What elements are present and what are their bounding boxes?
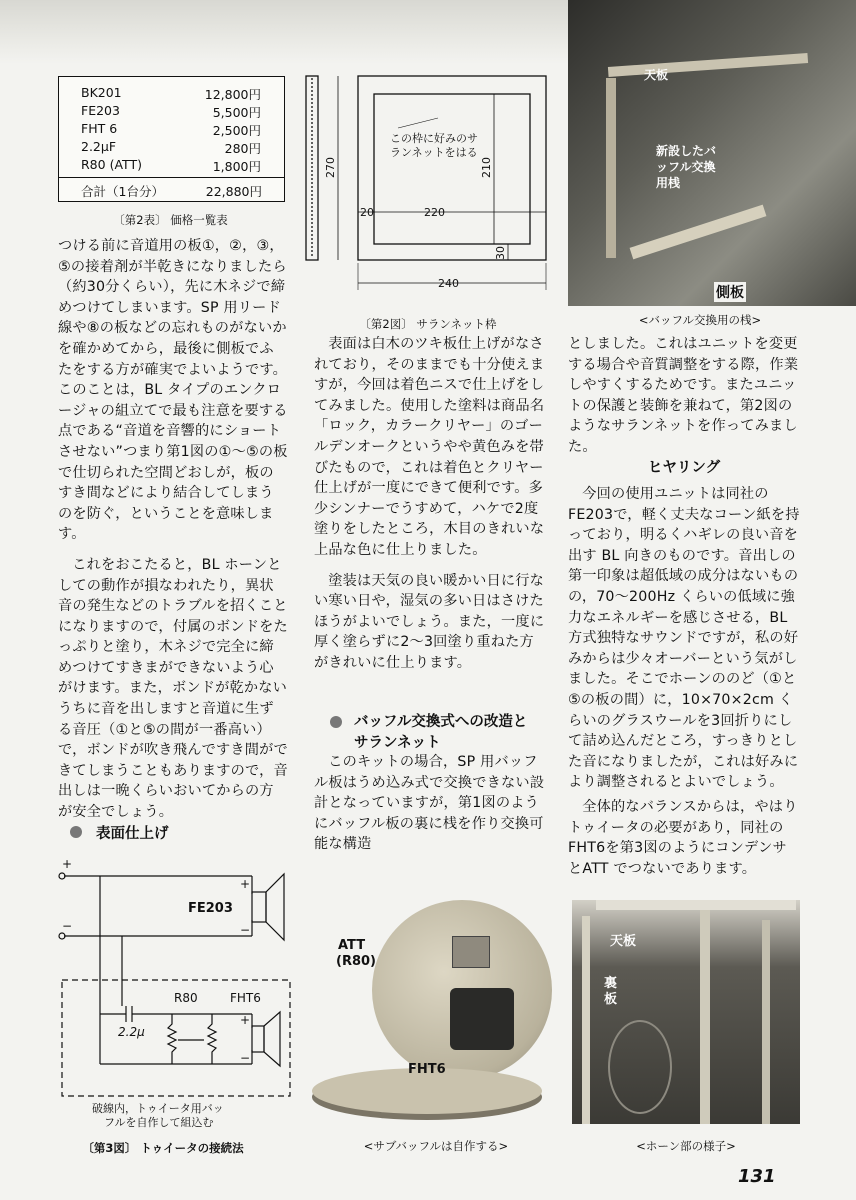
dim-240: 240 (438, 277, 459, 290)
baffle-photo-caption: <バッフル交換用の桟> (638, 313, 762, 327)
horn-label-top-board: 天板 (610, 934, 637, 949)
plus-terminal-label: + (62, 857, 73, 871)
fe203-label: FE203 (188, 901, 233, 916)
price-total-row: 合計（1台分） 22,880円 (59, 177, 284, 201)
col3-paragraph-3: 全体的なバランスからは，やはりトゥイータの必要があり，同社のFHT6を第3図のようにコンデンサとATT でつないであります。 (568, 798, 798, 877)
horn-label-back-board-1: 裏 (604, 976, 618, 991)
price-table (58, 76, 285, 202)
tweeter-plus-label: + (240, 1013, 251, 1027)
price-row: FHT 6 2,500円 (81, 121, 261, 138)
sub-baffle-caption: <サブバッフルは自作する> (363, 1139, 509, 1153)
baffle-section-heading-1: バッフル交換式への改造と (354, 714, 528, 730)
page-number: 131 (738, 1166, 776, 1187)
fht6-photo-label: FHT6 (408, 1062, 446, 1077)
woofer-minus-label: − (240, 923, 251, 937)
tweeter-wiring-diagram (52, 856, 302, 1136)
photo-label-new-rail-2: ッフル交換 (656, 160, 716, 174)
photo-label-side-board: 側板 (714, 282, 746, 302)
baffle-section-heading-2: サランネット (354, 735, 441, 751)
horn-section-photo (572, 900, 800, 1124)
bullet-dot (330, 716, 342, 728)
column-3-text (568, 334, 800, 458)
baffle-rail-photo (568, 0, 856, 306)
tweeter-minus-label: − (240, 1051, 251, 1065)
hearing-heading: ヒヤリング (647, 460, 721, 476)
saran-net-frame-diagram (298, 68, 560, 308)
surface-finish-heading: 表面仕上げ (96, 826, 169, 842)
price-row: BK201 12,800円 (81, 85, 261, 102)
photo-label-top-board: 天板 (644, 68, 669, 82)
frame-note-line1: この枠に好みのサ (390, 132, 478, 145)
photo-label-new-rail-3: 用桟 (656, 176, 681, 190)
figure3-caption: 〔第3図〕 トゥイータの接続法 (82, 1141, 244, 1155)
price-table-caption: 〔第2表〕 価格一覧表 (113, 213, 228, 227)
fht6-label: FHT6 (230, 991, 261, 1005)
dim-270: 270 (324, 157, 337, 178)
horn-photo-caption: <ホーン部の様子> (636, 1139, 736, 1153)
price-row: FE203 5,500円 (81, 103, 261, 120)
woofer-plus-label: + (240, 877, 251, 891)
price-row: R80 (ATT) 1,800円 (81, 157, 261, 174)
column-3-text-lower (568, 484, 800, 879)
r80-label: R80 (174, 991, 198, 1005)
price-row: 2.2μF 280円 (81, 139, 261, 156)
bullet-dot (70, 826, 82, 838)
capacitor-label: 2.2μ (118, 1025, 145, 1039)
dashed-note-line2: フルを自作して組込む (104, 1116, 214, 1129)
att-label-line1: ATT (338, 938, 366, 953)
column-1-text (58, 236, 288, 823)
dim-20: 20 (360, 206, 374, 219)
col2-paragraph-1: 表面は白木のツキ板仕上げがなされており，そのままでも十分使えますが，今回は着色ニスで仕上げをしてみました。使用した塗料は商品名「ロック，カラークリヤー」のゴールデンオークというやや黄色みを帯びたもので，これは着色とクリヤー仕上げが一度にできて便利です。多少シンナーでうすめて，ハケで2度塗りをしたところ，木目のきれいな上品な色に仕上りました。 (314, 336, 545, 558)
col3-paragraph-2: 今回の使用ユニットは同社のFE203で，軽く丈夫なコーン紙を持っており，明るくハギレの良い音を出す BL 向きのものです。音出しの第一印象は超低域の成分はないものの，70～200Hz くらいの低域に強力なエネルギーを感じさせる，BL 方式独特なサウンドですが，私の好みからは少々オーバーという気がしました。そこでホーンののど（①と⑤の板の間）に，10×70×2cm くらいのグラスウールを3回折りにして詰め込んだところ，すっきりとした音になりましたが，これは好みにより調整されるとよいでしょう。 (568, 486, 800, 791)
col1-paragraph-2: これをおこたると，BL ホーンとしての動作が損なわれたり，異状音の発生などのトラブルを招くことになりますので，付属のボンドをたっぷりと塗り，木ネジで完全に締めつけてすきまができないよう心がけます。また，ボンドが乾かないうちに音を出しますと音道に生ずる音圧（①と⑤の間が一番高い）で，ボンドが吹き飛んですき間ができてしまうこともありますので，音出しは一晩くらいおいてからの方が安全でしょう。 (58, 556, 288, 821)
photo-label-new-rail-1: 新設したバ (656, 144, 717, 158)
dim-220: 220 (424, 206, 445, 219)
column-2-text (314, 334, 546, 674)
sub-baffle-photo (312, 880, 560, 1128)
column-2-text-lower (314, 752, 546, 855)
top-speckle-border (0, 0, 570, 64)
dim-30: 30 (494, 246, 507, 260)
col2-paragraph-3: このキットの場合，SP 用バッフル板はうめ込み式で交換できない設計となっていますが，第1図のようにバッフル板の裏に桟を作り交換可能な構造 (314, 754, 545, 853)
dashed-note-line1: 破線内，トゥイータ用バッ (92, 1102, 224, 1115)
figure2-caption: 〔第2図〕 サランネット枠 (359, 317, 497, 331)
minus-terminal-label: − (62, 919, 73, 933)
att-label-line2: (R80) (336, 954, 376, 969)
col1-paragraph-1: つける前に音道用の板①，②，③，⑤の接着剤が半乾きになりましたら（約30分くらい），先に木ネジで締めつけてしまいます。SP 用リード線や⑧の板などの忘れものがないかを確かめてから，最後に側板でふたをする方が確実でよいようです。このことは，BL タイプのエンクロージャの組立てで最も注意を要する点である“音道を音響的にショートさせない”つまり第1図の①～⑤の板で仕切られた空間どおしが，板のすき間などにより結合してしまうのを防ぐ，ということを意味します。 (58, 238, 288, 543)
horn-label-back-board-2: 板 (604, 992, 618, 1007)
frame-note-line2: ランネットをはる (390, 146, 478, 159)
col2-paragraph-2: 塗装は天気の良い暖かい日に行ない寒い日や，湿気の多い日はさけたほうがよいでしょう。また，一度に厚く塗らずに2～3回塗り重ねた方がきれいに仕上ります。 (314, 572, 545, 671)
dim-210: 210 (480, 157, 493, 178)
col3-paragraph-1: としました。これはユニットを変更する場合や音質調整をする際，作業しやすくするためです。またユニットの保護と装飾を兼ねて，第2図のようなサランネットを作ってみました。 (568, 336, 799, 455)
